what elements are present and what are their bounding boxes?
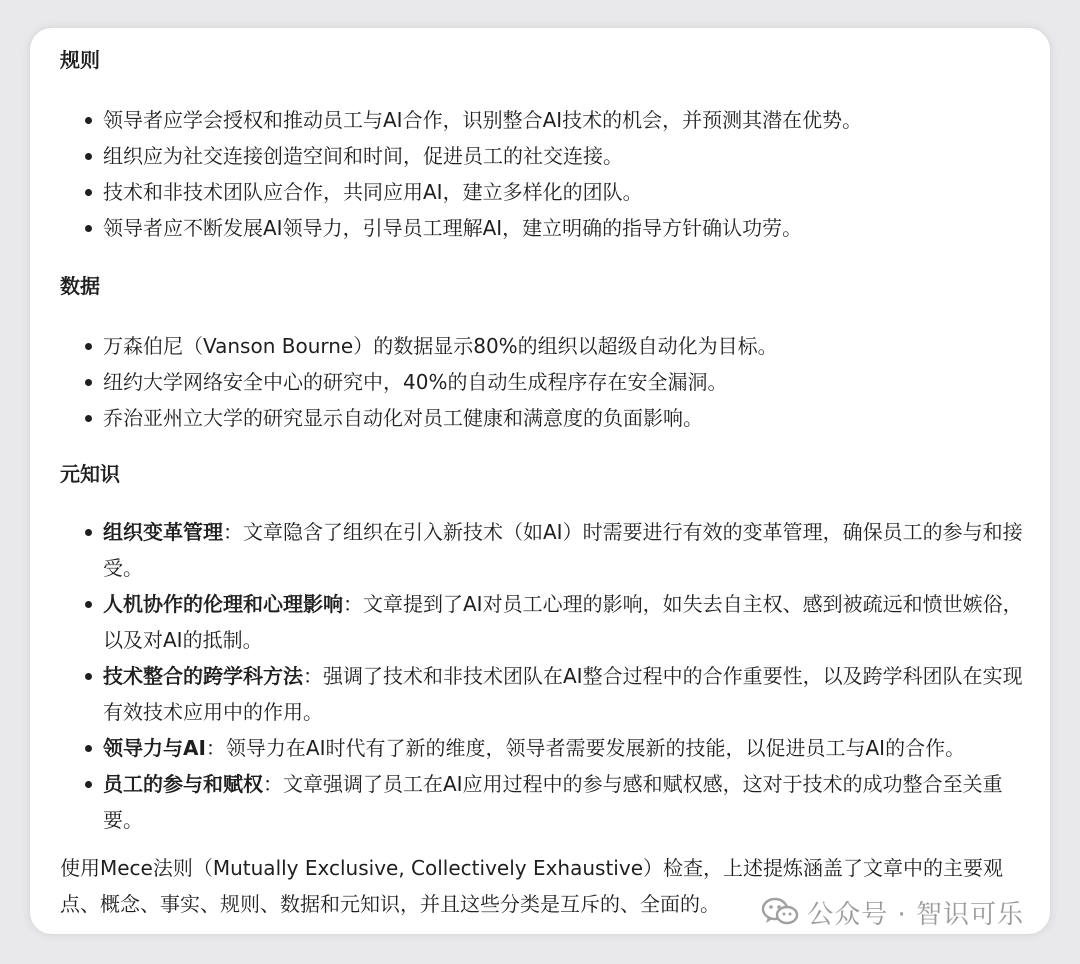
section-title-rules: 规则 <box>60 48 100 72</box>
bullet-icon <box>85 529 92 536</box>
meta-term: 领导力与AI <box>103 736 206 760</box>
bullet-icon <box>85 745 92 752</box>
list-item: 组织应为社交连接创造空间和时间，促进员工的社交连接。 <box>60 138 1042 174</box>
meta-term: 人机协作的伦理和心理影响 <box>103 592 343 616</box>
summary-paragraph: 使用Mece法则（Mutually Exclusive, Collectively Exhaustive）检查，上述提炼涵盖了文章中的主要观点、概念、事实、规则、数据和元知识，并且这些分类是互斥的、全面的。 <box>60 856 1003 916</box>
list-item: 技术和非技术团队应合作，共同应用AI，建立多样化的团队。 <box>60 174 1042 210</box>
rules-list <box>60 102 1042 246</box>
meta-term: 组织变革管理 <box>103 520 223 544</box>
watermark-text: 公众号 · 智识可乐 <box>807 899 1024 930</box>
document-content <box>60 42 1042 922</box>
meta-desc: ：强调了技术和非技术团队在AI整合过程中的合作重要性，以及跨学科团队在实现有效技术应用中的作用。 <box>103 664 1023 724</box>
meta-term: 员工的参与和赋权 <box>103 772 263 796</box>
list-item: 乔治亚州立大学的研究显示自动化对员工健康和满意度的负面影响。 <box>60 400 1042 436</box>
bullet-icon <box>85 415 92 422</box>
list-item <box>60 514 1042 586</box>
meta-desc: ：文章隐含了组织在引入新技术（如AI）时需要进行有效的变革管理，确保员工的参与和接受。 <box>103 520 1023 580</box>
bullet-icon <box>85 225 92 232</box>
list-item <box>60 658 1042 730</box>
bullet-icon <box>85 673 92 680</box>
meta-desc: ：文章提到了AI对员工心理的影响，如失去自主权、感到被疏远和愤世嫉俗，以及对AI的抵制。 <box>103 592 1023 652</box>
list-item <box>60 586 1042 658</box>
list-item <box>60 766 1042 838</box>
bullet-icon <box>85 781 92 788</box>
data-list <box>60 328 1042 436</box>
meta-term: 技术整合的跨学科方法 <box>103 664 303 688</box>
bullet-icon <box>85 117 92 124</box>
bullet-icon <box>85 189 92 196</box>
wechat-icon <box>761 897 799 927</box>
watermark <box>751 892 1030 932</box>
meta-list <box>60 514 1042 838</box>
bullet-icon <box>85 153 92 160</box>
bullet-icon <box>85 379 92 386</box>
document-card <box>30 28 1050 934</box>
bullet-icon <box>85 343 92 350</box>
section-title-meta: 元知识 <box>60 462 120 486</box>
bullet-icon <box>85 601 92 608</box>
list-item: 领导者应学会授权和推动员工与AI合作，识别整合AI技术的机会，并预测其潜在优势。 <box>60 102 1042 138</box>
list-item <box>60 730 1042 766</box>
meta-desc: ：领导力在AI时代有了新的维度，领导者需要发展新的技能，以促进员工与AI的合作。 <box>205 736 966 760</box>
list-item: 纽约大学网络安全中心的研究中，40%的自动生成程序存在安全漏洞。 <box>60 364 1042 400</box>
list-item: 万森伯尼（Vanson Bourne）的数据显示80%的组织以超级自动化为目标。 <box>60 328 1042 364</box>
meta-desc: ：文章强调了员工在AI应用过程中的参与感和赋权感，这对于技术的成功整合至关重要。 <box>103 772 1003 832</box>
list-item: 领导者应不断发展AI领导力，引导员工理解AI，建立明确的指导方针确认功劳。 <box>60 210 1042 246</box>
section-title-data: 数据 <box>60 274 100 298</box>
